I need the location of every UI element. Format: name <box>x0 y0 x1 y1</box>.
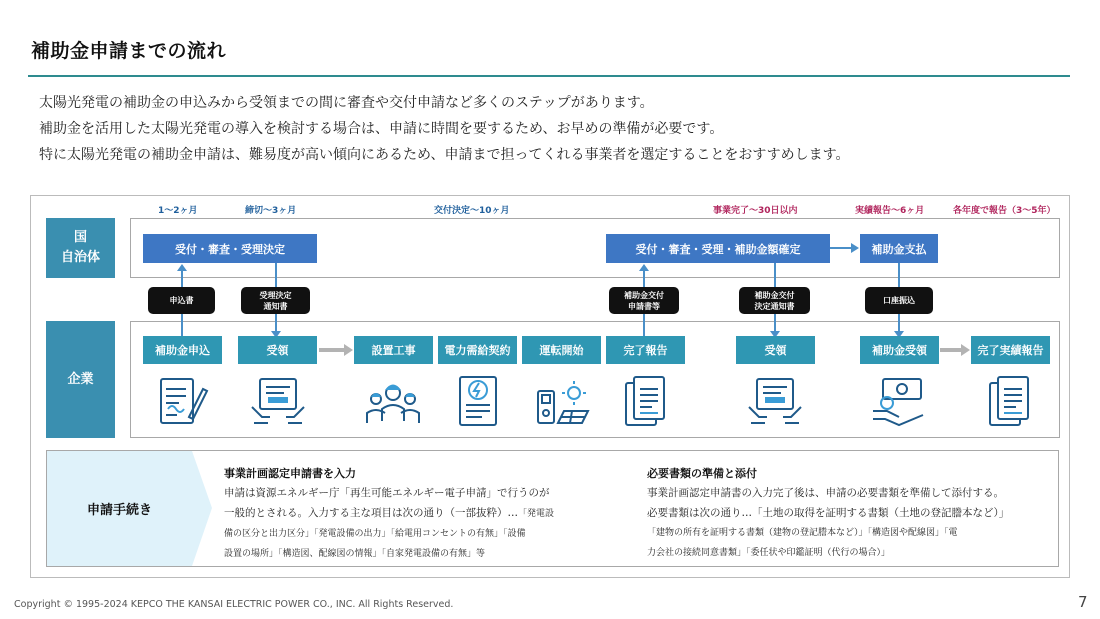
doc-grant-decision-notice <box>739 287 810 314</box>
procedure-left-line-3: 備の区分と出力区分」「発電設備の出力」「給電用コンセントの有無」「設備 <box>224 529 526 539</box>
company-step-installation: 設置工事 <box>354 336 433 364</box>
procedure-right-line-4: 力会社の接続同意書類」「委任状や印鑑証明（代行の場合）」 <box>647 548 891 558</box>
doc-grant-application <box>609 287 679 314</box>
procedure-right-text <box>647 483 1047 563</box>
lane-label-company-text: 企業 <box>67 371 94 387</box>
gov-step-review-amount-confirmation: 受付・審査・受理・補助金額確定 <box>606 234 830 263</box>
procedure-left-line-1: 申請は資源エネルギー庁「再生可能エネルギー電子申請」で行うのが <box>224 487 550 499</box>
report-documents-icon <box>616 373 676 429</box>
company-step-final-report: 完了実績報告 <box>971 336 1050 364</box>
company-step-completion-report: 完了報告 <box>606 336 685 364</box>
arrow-right-icon <box>851 243 859 253</box>
procedure-left-line-4: 設置の場所」「構造図、配線図の情報」「自家発電設備の有無」等 <box>224 549 486 559</box>
timeline-label-2: 締切～3ヶ月 <box>245 206 297 216</box>
gov-step-subsidy-payment: 補助金支払 <box>860 234 938 263</box>
procedure-right-line-1: 事業計画認定申請書の入力完了後は、申請の必要書類を準備して添付する。 <box>647 487 1004 499</box>
procedure-left-title: 事業計画認定申請書を入力 <box>224 467 356 480</box>
timeline-label-4: 事業完了～30日以内 <box>713 206 798 216</box>
procedure-right-line-2: 必要書類は次の通り…「土地の取得を証明する書類（土地の登記謄本など）」 <box>647 507 1010 519</box>
doc-grant-decision-notice-line2: 決定通知書 <box>754 301 795 311</box>
timeline-label-5: 実績報告～6ヶ月 <box>855 206 925 216</box>
arrow-up-icon <box>177 264 187 271</box>
procedure-right-line-3: 「建物の所有を証明する書類（建物の登記謄本など）」「構造図や配線図」「電 <box>647 528 958 538</box>
page-title: 補助金申請までの流れ <box>31 40 227 62</box>
document-pen-icon <box>153 373 213 429</box>
arrow-right-icon <box>319 344 353 356</box>
doc-acceptance-notice <box>241 287 310 314</box>
doc-application-form <box>148 287 215 314</box>
page-number: 7 <box>1078 593 1088 611</box>
arrow-line <box>830 247 852 249</box>
procedure-label <box>47 451 212 566</box>
power-contract-icon <box>448 373 508 429</box>
lane-label-government <box>46 218 115 278</box>
company-step-receive: 受領 <box>238 336 317 364</box>
doc-grant-application-line1: 補助金交付 <box>624 290 664 300</box>
procedure-left-line-2b: 「発電設 <box>518 509 555 519</box>
timeline-label-6: 各年度で報告（3～5年） <box>953 206 1056 216</box>
procedure-right-title: 必要書類の準備と添付 <box>647 467 757 480</box>
doc-bank-transfer <box>865 287 933 314</box>
doc-grant-decision-notice-line1: 補助金交付 <box>754 290 795 300</box>
solar-charger-icon <box>532 373 592 429</box>
intro-line-3: 特に太陽光発電の補助金申請は、難易度が高い傾向にあるため、申請まで担ってくれる事業者を選定することをおすすめします。 <box>39 147 850 163</box>
workers-icon <box>363 373 423 429</box>
company-step-start-operation: 運転開始 <box>522 336 601 364</box>
lane-label-company <box>46 321 115 438</box>
receiving-document-icon <box>248 373 308 429</box>
procedure-left-text <box>224 483 624 564</box>
timeline-label-3: 交付決定～10ヶ月 <box>434 206 510 216</box>
company-step-power-contract: 電力需給契約 <box>438 336 517 364</box>
company-step-receive-2: 受領 <box>736 336 815 364</box>
doc-application-form-label: 申込書 <box>169 296 194 305</box>
company-step-subsidy-receipt: 補助金受領 <box>860 336 939 364</box>
doc-acceptance-notice-line1: 受理決定 <box>259 290 292 300</box>
title-divider <box>28 75 1070 77</box>
receiving-document-icon <box>745 373 805 429</box>
arrow-up-icon <box>639 264 649 271</box>
gov-step-review-acceptance: 受付・審査・受理決定 <box>143 234 317 263</box>
doc-grant-application-line2: 申請書等 <box>628 301 660 311</box>
intro-line-2: 補助金を活用した太陽光発電の導入を検討する場合は、申請に時間を要するため、お早めの準備が必要です。 <box>39 121 724 137</box>
lane-label-government-line1: 国 <box>73 230 87 245</box>
procedure-left-line-2a: 一般的とされる。入力する主な項目は次の通り（一部抜粋）… <box>224 507 518 519</box>
intro-text <box>39 90 849 168</box>
company-step-apply: 補助金申込 <box>143 336 222 364</box>
doc-bank-transfer-label: 口座振込 <box>883 296 915 305</box>
intro-line-1: 太陽光発電の補助金の申込みから受領までの間に審査や交付申請など多くのステップがあります。 <box>39 95 654 111</box>
lane-label-government-line2: 自治体 <box>60 250 100 265</box>
copyright: Copyright © 1995-2024 KEPCO THE KANSAI ELECTRIC POWER CO., INC. All Rights Reserved. <box>14 599 454 610</box>
timeline-label-1: 1～2ヶ月 <box>158 206 198 216</box>
procedure-left-line-2 <box>224 503 624 524</box>
doc-acceptance-notice-line2: 通知書 <box>263 301 288 311</box>
arrow-right-icon <box>940 344 970 356</box>
money-hand-icon <box>869 373 929 429</box>
procedure-label-text: 申請手続き <box>86 503 152 518</box>
report-documents-icon <box>980 373 1040 429</box>
